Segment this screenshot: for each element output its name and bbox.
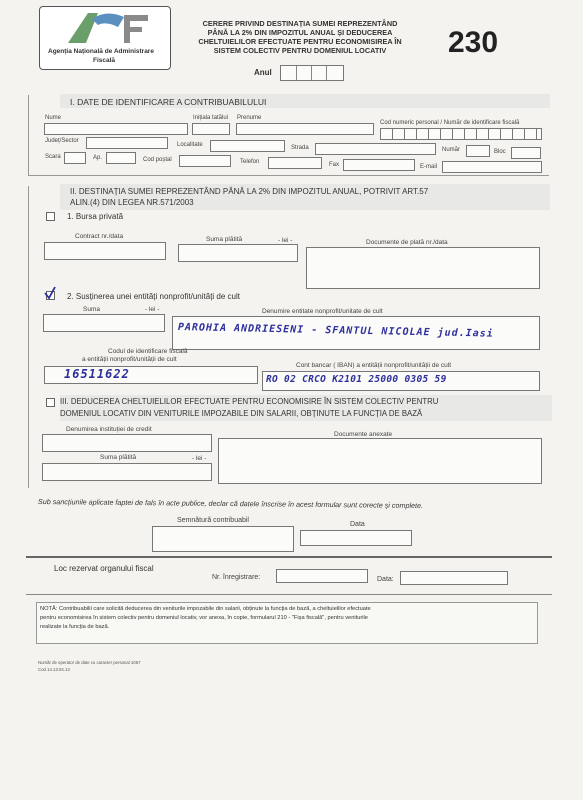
anaf-logo-icon [40, 7, 170, 47]
label-cod-fiscal-1: Codul de identificare fiscală [108, 348, 188, 355]
label-numar: Număr [442, 147, 461, 153]
footer-line-1: Număr de operator de date cu caracter personal 1067 [38, 660, 141, 665]
year-label: Anul [254, 68, 272, 77]
prenume-field[interactable] [236, 123, 374, 135]
bursa-privata-checkbox[interactable] [46, 212, 55, 221]
label-lei-3: - lei - [192, 455, 207, 462]
fax-field[interactable] [343, 159, 415, 171]
nume-field[interactable] [44, 123, 188, 135]
year-field[interactable] [280, 65, 344, 81]
title-line-4: SISTEM COLECTIV PENTRU DOMENIUL LOCATIV [213, 46, 387, 55]
initiala-field[interactable] [192, 123, 230, 135]
institutie-credit-field[interactable] [42, 434, 212, 452]
documente-plata-field[interactable] [306, 247, 540, 289]
bursa-privata-label: 1. Bursa privată [67, 212, 124, 221]
cod-fiscal-value: 16511622 [64, 367, 130, 381]
label-documente-plata: Documente de plată nr./data [366, 239, 448, 246]
email-field[interactable] [442, 161, 542, 173]
label-documente-anexate: Documente anexate [334, 431, 393, 438]
label-cod-postal: Cod poștal [143, 157, 172, 163]
data-semnatura-field[interactable] [300, 530, 412, 546]
entitate-nonprofit-label: 2. Susținerea unei entități nonprofit/unități de cult [67, 292, 240, 301]
suma-platita-1-field[interactable] [178, 244, 298, 262]
label-suma-2: Suma [83, 306, 100, 313]
label-cnp: Cod numeric personal / Număr de identificare fiscală [380, 120, 520, 126]
label-suma-platita-3: Suma plătită [100, 454, 137, 461]
note-line-2: pentru economisirea în sistem colectiv pentru domeniul locativ, vor anexa, în copie, formularul 210 - "Fișa fiscală", pentru veniturile [40, 615, 368, 621]
label-nume: Nume [45, 115, 62, 121]
cod-postal-field[interactable] [179, 155, 231, 167]
data-inregistrare-field[interactable] [400, 571, 508, 585]
label-strada: Strada [291, 145, 309, 151]
numar-field[interactable] [466, 145, 490, 157]
form-number: 230 [448, 26, 499, 59]
label-bloc: Bloc [494, 149, 506, 155]
iban-value: RO 02 CRCO K2101 25000 0305 59 [266, 374, 447, 385]
form-title [180, 19, 420, 55]
label-denumire-entitate: Denumire entitate nonprofit/unitate de cult [262, 308, 383, 315]
declaration-text: Sub sancțiunile aplicate faptei de fals în acte publice, declar că datele înscrise în acest formular sunt corecte și complete. [37, 497, 424, 511]
agency-name-line1: Agenția Națională de Administrare [48, 48, 154, 55]
label-ap: Ap. [93, 155, 103, 161]
title-line-3: CHELTUIELILOR EFECTUATE PENTRU ECONOMISIREA ÎN [198, 37, 402, 46]
ap-field[interactable] [106, 152, 136, 164]
label-initiala: Inițiala tatălui [193, 115, 229, 121]
cnp-field[interactable] [380, 128, 542, 140]
telefon-field[interactable] [268, 157, 322, 169]
label-fax: Fax [329, 162, 340, 168]
check-mark-icon [43, 286, 57, 300]
agency-name-line2: Fiscală [93, 57, 116, 64]
label-email: E-mail [420, 164, 438, 170]
label-telefon: Telefon [240, 159, 260, 165]
label-nr-inregistrare: Nr. înregistrare: [212, 574, 261, 581]
label-data-semnatura: Data [350, 521, 365, 528]
label-lei-1: - lei - [278, 237, 293, 244]
reserved-label: Loc rezervat organului fiscal [54, 564, 154, 573]
label-iban: Cont bancar ( IBAN) a entității nonprofit/unității de cult [296, 362, 451, 369]
section-2-title-line2: ALIN.(4) DIN LEGEA NR.571/2003 [70, 198, 194, 207]
title-line-1: CERERE PRIVIND DESTINAȚIA SUMEI REPREZENTÂND [202, 19, 398, 28]
label-judet: Județ/Sector [45, 138, 79, 144]
note-line-1: NOTĂ: Contribuabilii care solicită deducerea din veniturile impozabile din salarii, obținute la funcția de bază, a cheltuielilor efectuate [40, 606, 371, 612]
reserved-bottom-line [26, 594, 552, 595]
label-institutie-credit: Denumirea instituției de credit [66, 426, 152, 433]
deducere-checkbox[interactable] [46, 398, 55, 407]
semnatura-field[interactable] [152, 526, 294, 552]
note-line-3: realizate la funcția de bază. [40, 624, 110, 630]
label-data-inregistrare: Data: [377, 576, 394, 583]
section-3-title-line2: DOMENIUL LOCATIV DIN VENITURILE IMPOZABILE DIN SALARII, OBȚINUTE LA FUNCȚIA DE BAZĂ [60, 409, 423, 418]
label-semnatura: Semnătură contribuabil [177, 517, 249, 524]
title-line-2: PÂNĂ LA 2% DIN IMPOZITUL ANUAL ȘI DEDUCEREA [207, 28, 393, 37]
footer-line-2: Cod 14.13.04.13 [38, 667, 70, 672]
label-prenume: Prenume [237, 115, 262, 121]
suma-2-field[interactable] [43, 314, 165, 332]
suma-platita-3-field[interactable] [42, 463, 212, 481]
reserved-divider [26, 556, 552, 558]
section-1-title: I. DATE DE IDENTIFICARE A CONTRIBUABILULUI [70, 97, 267, 107]
label-cod-fiscal-2: a entității nonprofit/unității de cult [82, 356, 177, 363]
label-localitate: Localitate [177, 142, 203, 148]
scara-field[interactable] [64, 152, 86, 164]
label-contract: Contract nr./data [75, 233, 124, 240]
strada-field[interactable] [315, 143, 436, 155]
denumire-entitate-value: PAROHIA ANDRIESENI - SFANTUL NICOLAE jud.Iasi [177, 322, 494, 340]
label-suma-platita-1: Suma plătită [206, 236, 243, 243]
judet-field[interactable] [86, 137, 168, 149]
section-2-title-line1: II. DESTINAȚIA SUMEI REPREZENTÂND PÂNĂ LA 2% DIN IMPOZITUL ANUAL, POTRIVIT ART.57 [70, 187, 429, 196]
section-3-title-line1: III. DEDUCEREA CHELTUIELILOR EFECTUATE PENTRU ECONOMISIRE ÎN SISTEM COLECTIV PENTRU [60, 397, 439, 406]
bloc-field[interactable] [511, 147, 541, 159]
label-scara: Scara [45, 154, 61, 160]
documente-anexate-field[interactable] [218, 438, 542, 484]
nr-inregistrare-field[interactable] [276, 569, 368, 583]
contract-field[interactable] [44, 242, 166, 260]
localitate-field[interactable] [210, 140, 285, 152]
agency-logo [39, 6, 171, 70]
label-lei-2: - lei - [145, 306, 160, 313]
